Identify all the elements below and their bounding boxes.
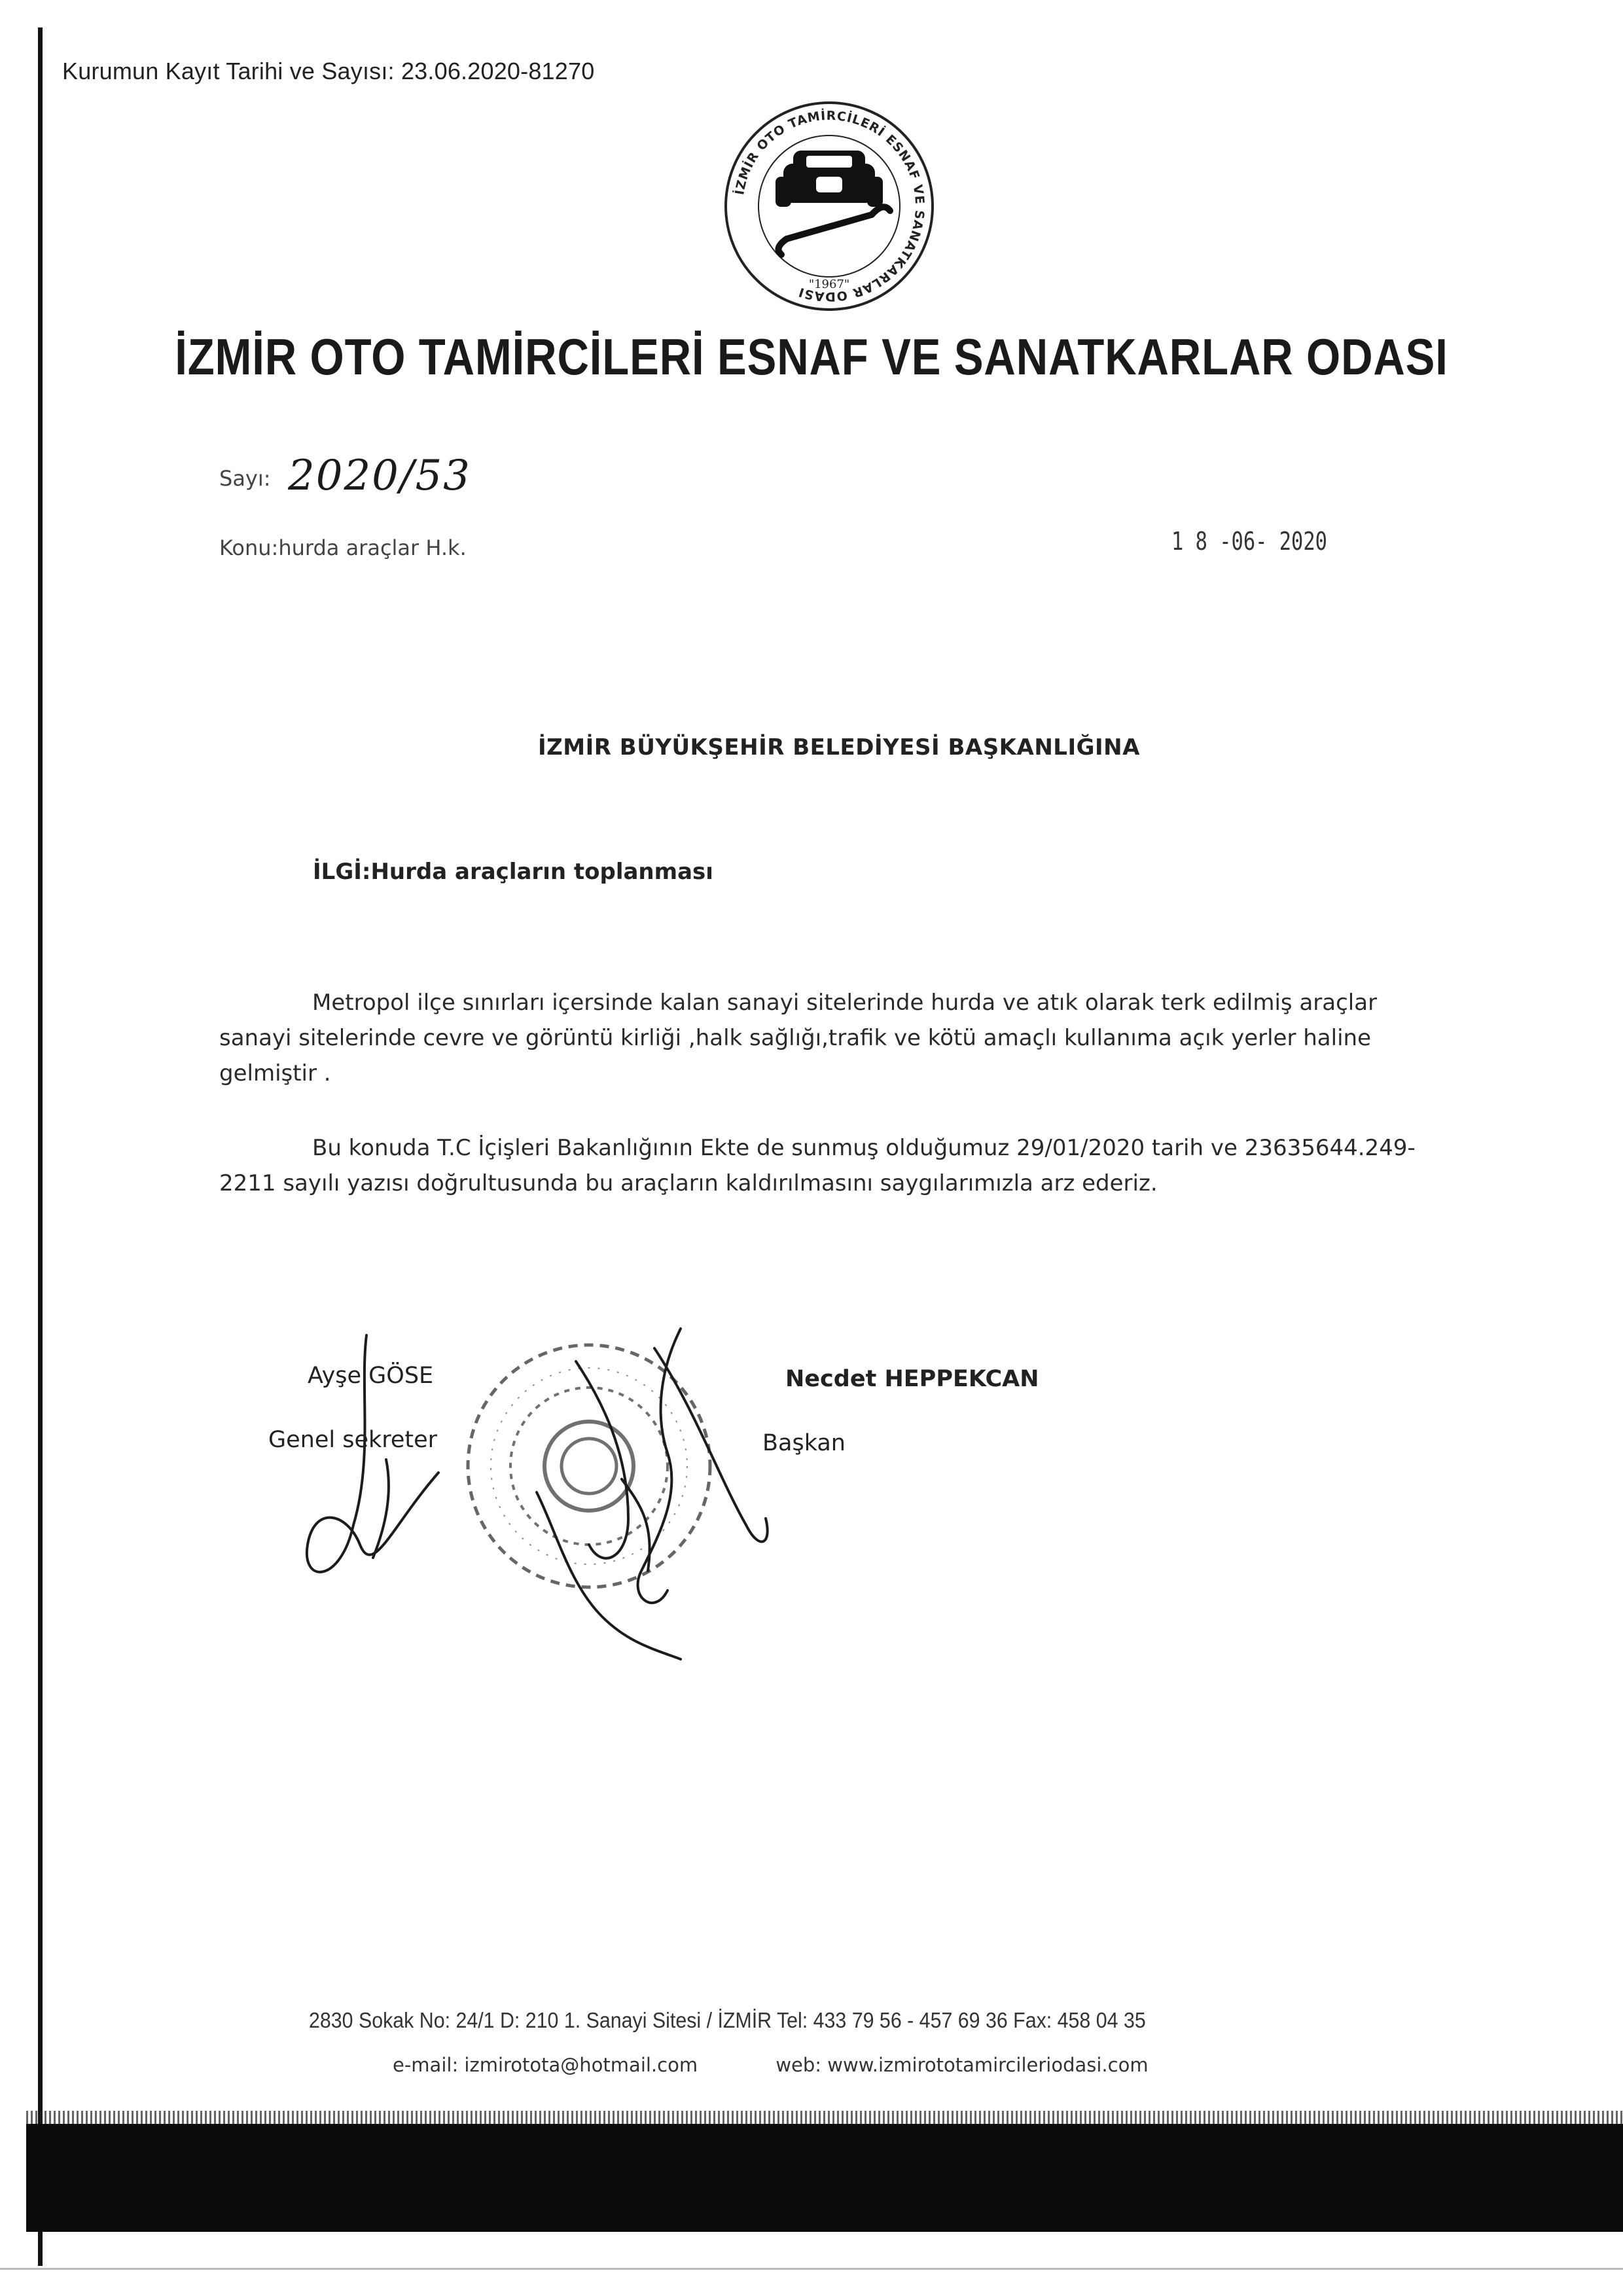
footer-address: 2830 Sokak No: 24/1 D: 210 1. Sanayi Sitesi / İZMİR Tel: 433 79 56 - 457 69 36 Fax: 458 04 35 xyxy=(309,2008,1146,2032)
emblem-year: "1967" xyxy=(808,278,850,291)
car-icon xyxy=(776,151,883,207)
chamber-emblem-logo xyxy=(708,98,950,314)
body-paragraph-2: Bu konuda T.C İçişleri Bakanlığının Ekte de sunmuş olduğumuz 29/01/2020 tarih ve 23635644.249-2211 sayılı yazısı doğrultusunda bu araçların kaldırılmasını saygılarımızla arz ederiz. xyxy=(219,1135,1416,1196)
reference-line: İLGİ:Hurda araçların toplanması xyxy=(313,859,713,885)
recipient-line: İZMİR BÜYÜKŞEHİR BELEDİYESİ BAŞKANLIĞINA xyxy=(538,734,1140,761)
scan-dark-band xyxy=(26,2124,1623,2232)
signatory-2-title: Başkan xyxy=(762,1430,846,1456)
signatory-1-name: Ayşe GÖSE xyxy=(308,1363,434,1389)
organization-title: İZMİR OTO TAMİRCİLERİ ESNAF VE SANATKARLAR ODASI xyxy=(175,328,1448,386)
emblem-ring-text: İZMİR OTO TAMİRCİLERİ ESNAF VE SANATKARLAR ODASI xyxy=(732,108,927,304)
svg-text:İZMİR OTO TAMİRCİLERİ ESNAF VE xyxy=(731,107,927,304)
wrench-icon xyxy=(779,207,891,255)
subject-line: Konu:hurda araçlar H.k. xyxy=(219,535,467,560)
footer-contact xyxy=(393,2054,1374,2076)
scan-bottom-edge xyxy=(0,2268,1623,2270)
registration-line: Kurumun Kayıt Tarihi ve Sayısı: 23.06.2020-81270 xyxy=(62,58,595,84)
left-margin-rule xyxy=(38,27,43,2266)
signatory-1-title: Genel sekreter xyxy=(268,1427,438,1453)
reference-number-value: 2020/53 xyxy=(288,452,471,500)
date-stamp: 1 8 -06- 2020 xyxy=(1171,527,1327,556)
signatory-2-name: Necdet HEPPEKCAN xyxy=(785,1366,1039,1392)
footer-email: e-mail: izmirotota@hotmail.com xyxy=(393,2054,698,2076)
footer-website: web: www.izmirototamircileriodasi.com xyxy=(776,2054,1149,2076)
scan-noise-strip xyxy=(26,2111,1623,2125)
reference-number-label: Sayı: xyxy=(219,466,271,491)
body-paragraph-1: Metropol ilçe sınırları içersinde kalan sanayi sitelerinde hurda ve atık olarak terk edilmiş araçlar sanayi sitelerinde cevre ve görüntü kirliği ,halk sağlığı,trafik ve kötü amaçlı kullanıma açık yerler haline gelmiştir . xyxy=(219,990,1378,1086)
